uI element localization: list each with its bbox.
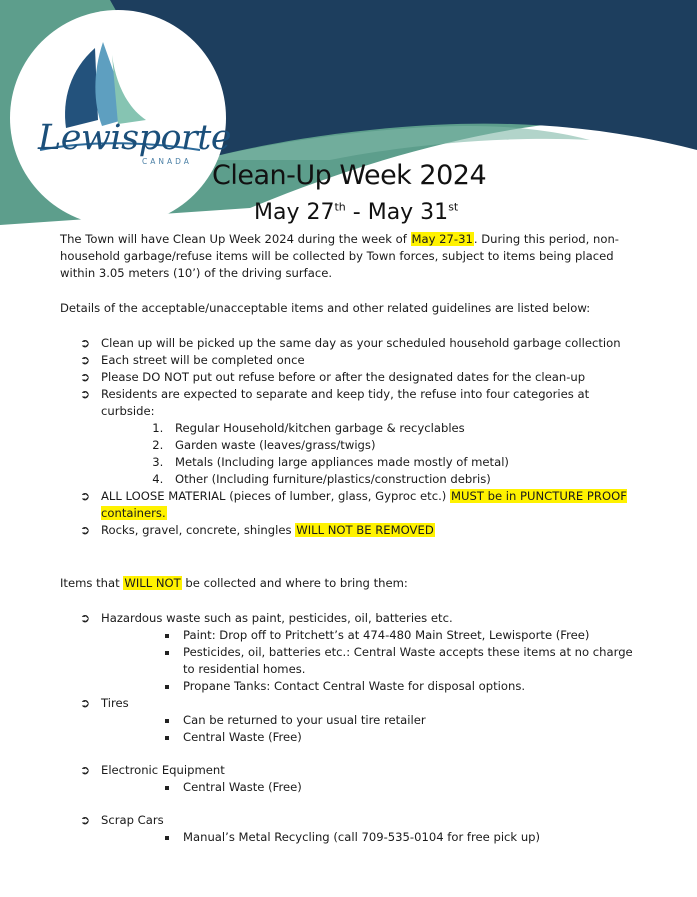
category-item: 4. Other (Including furniture/plastics/construction debris) [167,471,635,488]
guideline-item: ➲ Each street will be completed once [80,353,305,367]
arrow-icon: ➲ [80,370,91,384]
document-body [60,231,635,846]
header-banner [0,0,697,230]
arrow-icon: ➲ [80,696,91,710]
sub-item: Can be returned to your usual tire retailer [163,712,635,729]
guidelines-list [60,335,635,539]
guideline-item: ➲ Residents are expected to separate and keep tidy, the refuse into four categories at curbside: 1. Regular Household/kitchen garbage & recyclables 2. Garden waste (leaves/grass/twigs) 3. Metals (Including large appliances made mostly of metal) 4. Other (Including furniture/plastics/construction debris) [80,386,635,488]
guideline-item: ➲ Rocks, gravel, concrete, shingles WILL NOT BE REMOVED [80,523,434,537]
guideline-item: ➲ Please DO NOT put out refuse before or after the designated dates for the clean-up [80,370,586,384]
date-range: May 27th - May 31st [254,200,459,225]
tires-item: ➲ Tires Can be returned to your usual tire retailer Central Waste (Free) [80,695,635,746]
scrap-cars-item: ➲ Scrap Cars Manual’s Metal Recycling (call 709-535-0104 for free pick up) [80,812,635,846]
categories-list [101,420,635,488]
not-collected-list [60,610,635,846]
logo-subtitle: CANADA [142,157,192,166]
arrow-icon: ➲ [80,813,91,827]
electronic-item: ➲ Electronic Equipment Central Waste (Free) [80,762,635,796]
category-item: 3. Metals (Including large appliances made mostly of metal) [167,454,635,471]
guideline-item: ➲ Clean up will be picked up the same day as your scheduled household garbage collection [80,336,621,350]
arrow-icon: ➲ [80,763,91,777]
logo-name: Lewisporte [38,118,232,158]
hazardous-item: ➲ Hazardous waste such as paint, pesticides, oil, batteries etc. Paint: Drop off to Pritchett’s at 474-480 Main Street, Lewisporte (Free) Pesticides, oil, batteries etc.: Central Waste accepts these items at no charge to residential homes. Propane Tanks: Contact Central Waste for disposal options. [80,610,635,695]
sub-item: Paint: Drop off to Pritchett’s at 474-480 Main Street, Lewisporte (Free) [163,627,635,644]
sub-item: Pesticides, oil, batteries etc.: Central Waste accepts these items at no charge to residential homes. [163,644,635,678]
page-title: Clean-Up Week 2024 [212,160,487,191]
category-item: 2. Garden waste (leaves/grass/twigs) [167,437,635,454]
intro-paragraph: The Town will have Clean Up Week 2024 during the week of May 27-31. During this period, non-household garbage/refuse items will be collected by Town forces, subject to items being placed within 3.05 meters (10’) of the driving surface. [60,232,619,280]
arrow-icon: ➲ [80,489,91,503]
arrow-icon: ➲ [80,523,91,537]
category-item: 1. Regular Household/kitchen garbage & recyclables [167,420,635,437]
guideline-item: ➲ ALL LOOSE MATERIAL (pieces of lumber, glass, Gyproc etc.) MUST be in PUNCTURE PROOF containers. [80,489,627,520]
arrow-icon: ➲ [80,336,91,350]
details-heading: Details of the acceptable/unacceptable items and other related guidelines are listed below: [60,301,591,315]
not-collected-heading: Items that WILL NOT be collected and where to bring them: [60,576,408,590]
arrow-icon: ➲ [80,387,91,401]
sub-item: Manual’s Metal Recycling (call 709-535-0104 for free pick up) [163,829,635,846]
sub-item: Propane Tanks: Contact Central Waste for disposal options. [163,678,635,695]
arrow-icon: ➲ [80,611,91,625]
sub-item: Central Waste (Free) [163,729,635,746]
arrow-icon: ➲ [80,353,91,367]
sub-item: Central Waste (Free) [163,779,635,796]
